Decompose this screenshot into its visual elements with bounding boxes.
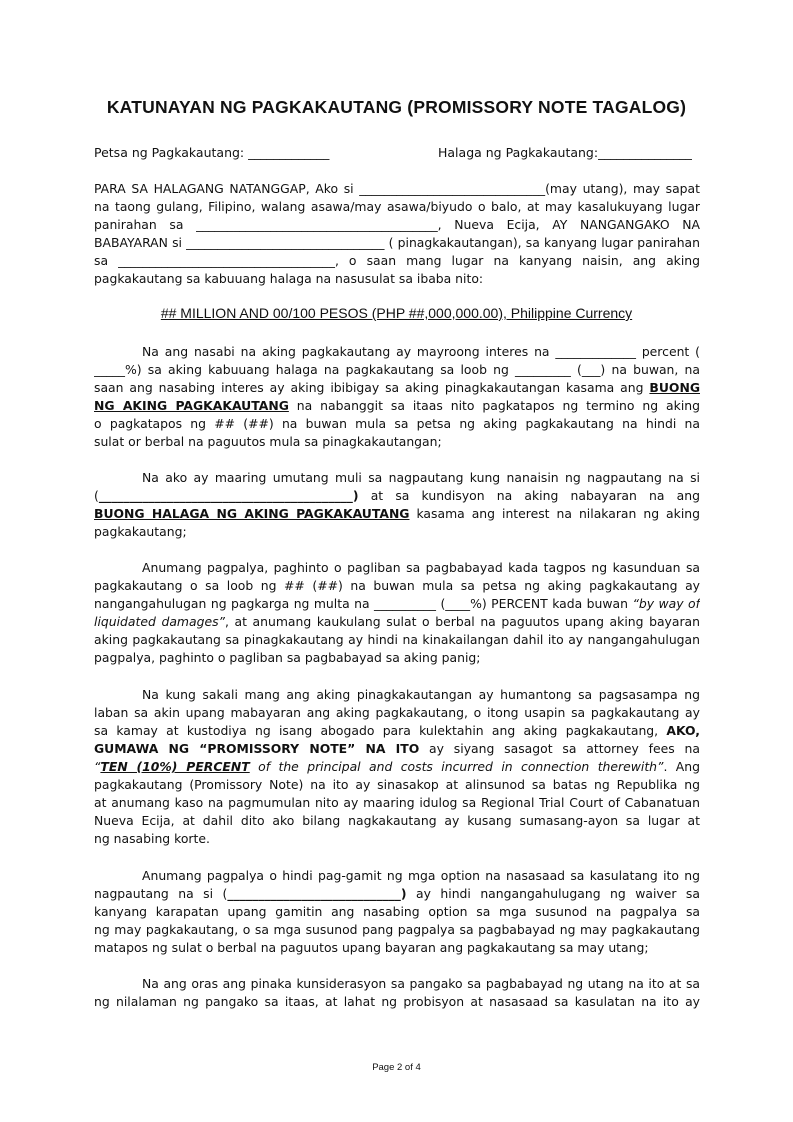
- para-line: Na ang oras ang pinaka kunsiderasyon sa pangako sa pagbabayad ng utang na ito at sa: [142, 976, 700, 991]
- waiver-paragraph: [94, 867, 700, 957]
- para-line: pagkakautang (Promissory Note) na ito ay sinasakop at alinsunod sa batas ng Republika ng: [94, 777, 700, 792]
- para-line: kanyang karapatan upang gamitin ang nasabing option sa mga susunod na pagpalya sa: [94, 904, 700, 919]
- para-line: sulat or berbal na paguutos mula sa pinagkakautangan;: [94, 434, 442, 449]
- para-line: BUONG HALAGA NG AKING PAGKAKAUTANG kasama ang interest na nilakaran ng aking: [94, 506, 700, 521]
- para-line: nagpautang na si (____________________________) ay hindi nangangahulugang ng waiver sa: [94, 886, 700, 901]
- penalty-paragraph: [94, 559, 700, 667]
- intro-line: sa ___________________________________, o saan mang lugar na kanyang naisin, ang aking: [94, 253, 700, 268]
- para-line: sa kamay at kustodiya ng isang abogado para kulektahin ang aking pagkakautang, AKO,: [94, 723, 700, 738]
- para-line: _____%) sa aking kabuuang halaga na pagkakautang sa loob ng _________ (___) na buwan, na: [94, 362, 700, 377]
- para-line: GUMAWA NG “PROMISSORY NOTE” NA ITO ay siyang sasagot sa attorney fees na: [94, 741, 700, 756]
- halaga-field: Halaga ng Pagkakautang:_______________: [438, 145, 692, 160]
- intro-line: pagkakautang sa kabuuang halaga na nasusulat sa ibaba nito:: [94, 271, 484, 286]
- intro-line: panirahan sa _______________________________________, Nueva Ecija, AY NANGANGAKO NA: [94, 217, 700, 232]
- document-title: KATUNAYAN NG PAGKAKAUTANG (PROMISSORY NOTE TAGALOG): [106, 97, 687, 117]
- para-line: ng may pagkakautang, o sa mga susunod pang pagpalya sa pagbabayad ng may pagkakautang: [94, 922, 700, 937]
- para-line: Anumang pagpalya, paghinto o pagliban sa pagbabayad kada tagpos ng kasunduan sa: [142, 560, 700, 575]
- legal-fees-paragraph: [94, 686, 700, 848]
- para-line: pagpalya, paghinto o pagliban sa pagbabayad sa aking panig;: [94, 650, 481, 665]
- para-line: “TEN (10%) PERCENT of the principal and costs incurred in connection therewith”. Ang: [94, 759, 700, 774]
- para-line: ng nasabing korte.: [94, 831, 210, 846]
- para-line: liquidated damages”, at anumang kaukulang sulat o berbal na paguutos upang aking bayaran: [94, 614, 700, 629]
- para-line: NG AKING PAGKAKAUTANG na nabanggit sa itaas nito pagkatapos ng termino ng aking: [94, 398, 700, 413]
- reloan-paragraph: [94, 469, 700, 541]
- intro-paragraph: [94, 180, 700, 288]
- para-line: Na kung sakali mang ang aking pinagkakautangan ay humantong sa pagsasampa ng: [142, 687, 700, 702]
- para-line: at anumang kaso na pagmumulan nito ay maaring idulog sa Regional Trial Court of Cabanatuan: [94, 795, 700, 810]
- intro-line: PARA SA HALAGANG NATANGGAP, Ako si ______________________________(may utang), may sapat: [94, 181, 700, 196]
- para-line: Na ako ay maaring umutang muli sa nagpautang kung nanaisin ng nagpautang na si: [142, 470, 700, 485]
- intro-line: na taong gulang, Filipino, walang asawa/may asawa/biyudo o balo, at may kasalukuyang lugar: [94, 199, 700, 214]
- time-essence-paragraph: [94, 975, 700, 1011]
- para-line: laban sa akin upang mabayaran ang aking pagkakautang, o itong usapin sa pagkakautang ay: [94, 705, 700, 720]
- amount-heading: ## MILLION AND 00/100 PESOS (PHP ##,000,000.00), Philippine Currency: [160, 305, 633, 321]
- para-line: Na ang nasabi na aking pagkakautang ay mayroong interes na _____________ percent (: [142, 344, 700, 359]
- para-line: aking pagkakautang sa pinagkakautang ay hindi na kinakailangan dahil ito ay nangangahulugan: [94, 632, 700, 647]
- para-line: pagkakautang;: [94, 524, 187, 539]
- para-line: saan ang nasabing interes ay aking ibibigay sa aking pinagkakautangan kasama ang BUONG: [94, 380, 700, 395]
- intro-line: BABAYARAN si ________________________________ ( pinagkakautangan), sa kanyang lugar panirahan: [94, 235, 700, 250]
- interest-paragraph: [94, 343, 700, 451]
- para-line: (_________________________________________) at sa kundisyon na aking nabayaran na ang: [94, 488, 700, 503]
- para-line: ng nilalaman ng pangako sa itaas, at lahat ng probisyon at nasasaad sa kasulatan na ito ay: [94, 994, 700, 1009]
- para-line: matapos ng sulat o berbal na paguutos upang bayaran ang pagkakautang sa may utang;: [94, 940, 649, 955]
- para-line: o pagkatapos ng ## (##) na buwan mula sa petsa ng aking pagkakautang na hindi na: [94, 416, 700, 431]
- page-number: Page 2 of 4: [372, 1062, 421, 1073]
- para-line: nangangahulugan ng pagkarga ng multa na __________ (____%) PERCENT kada buwan “by way of: [94, 596, 700, 611]
- para-line: Anumang pagpalya o hindi pag-gamit ng mga option na nasasaad sa kasulatang ito ng: [142, 868, 700, 883]
- para-line: pagkakautang o sa loob ng ## (##) na buwan mula sa petsa ng aking pagkakautang ay: [94, 578, 700, 593]
- para-line: Nueva Ecija, at dahil dito ako bilang nagkakautang ay kusang sumasang-ayon sa lugar at: [94, 813, 700, 828]
- petsa-field: Petsa ng Pagkakautang: _____________: [94, 145, 330, 160]
